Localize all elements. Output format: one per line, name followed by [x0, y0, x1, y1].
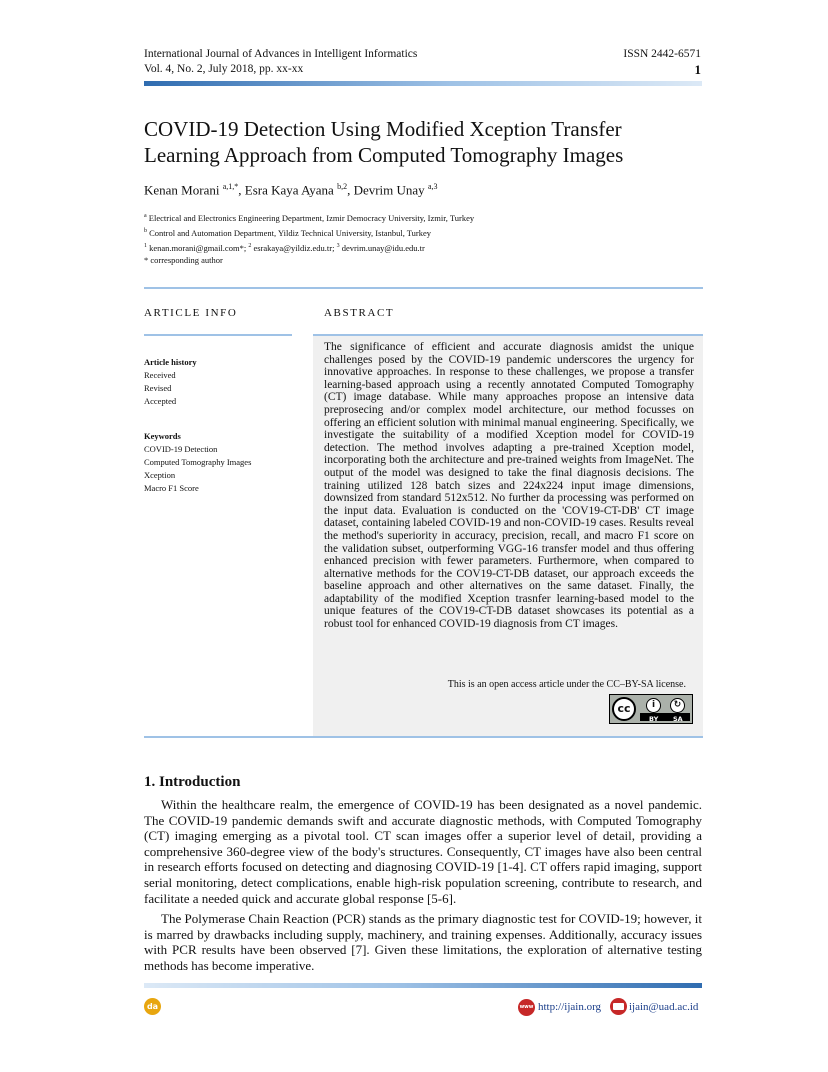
- affiliation-mark: a: [144, 213, 147, 219]
- abstract-text: The significance of efficient and accurate diagnosis amidst the unique challenges posed by the COVID-19 pandemic underscores the urgency for innovative approaches. In response to these challenges, we propose a transfer learning-based approach using a recently annotated Computed Tomography (CT) image database. While many approaches propose an intensive data preprosecing and/or complex model architecture, our method focusses on offering an efficient solution with minimal manual engineering. Specifically, we investigate the suitability of a modified Xception model for COVID-19 detection. The method involves adapting a pre-trained Xception model, incorporating both the architecture and pre-trained weights from ImageNet. The output of the model was designed to take the final diagnosis decisions. The training utilized 128 batch sizes and 224x224 input image dimensions, downsized from standard 512x512. No further da processing was performed on the input data. Evaluation is conducted on the 'COV19-CT-DB' CT image dataset, containing labeled COVID-19 and non-COVID-19 cases. Results reveal the method's superiority in accuracy, precision, recall, and macro F1 score on the validation subset, outperforming VGG-16 transfer model and thus offering enhanced precision with fewer parameters. Furthermore, when compared to alternative methods for the COV19-CT-DB dataset, our approach exceeds the baseline approach and other alternatives on the same dataset. Finally, the adaptability of the modified Xception trasnfer learning-based model to the unique features of the COV19-CT-DB dataset showcases its potential as a robust tool for enhanced COVID-19 diagnosis from CT images.: [324, 341, 694, 631]
- affiliation-mark: b: [144, 227, 147, 234]
- page-number: 1: [694, 62, 701, 77]
- email-link[interactable]: esrakaya@yildiz.edu.tr;: [253, 242, 335, 253]
- creative-commons-icon: cc: [612, 697, 636, 721]
- email-mark: 1: [144, 242, 147, 249]
- email-link[interactable]: devrim.unay@idu.edu.tr: [341, 242, 425, 253]
- keyword: Macro F1 Score: [144, 483, 199, 493]
- affiliation-a: [144, 210, 474, 225]
- publisher-logo-icon: da: [144, 998, 161, 1015]
- author-emails: [144, 240, 474, 255]
- title-line-1: COVID-19 Detection Using Modified Xception Transfer: [144, 117, 622, 141]
- license-note: This is an open access article under the CC–BY-SA license.: [447, 679, 686, 690]
- affiliation-text: Control and Automation Department, Yildiz Technical University, Istanbul, Turkey: [149, 227, 432, 238]
- history-received: Received: [144, 370, 176, 380]
- keywords-label: Keywords: [144, 431, 181, 441]
- keyword: COVID-19 Detection: [144, 444, 218, 454]
- affiliation-text: Electrical and Electronics Engineering Department, Izmir Democracy University, Izmir, Turkey: [148, 212, 475, 223]
- author-name: Kenan Morani: [144, 182, 220, 198]
- footer-divider: [144, 983, 702, 988]
- author-superscript: a,1,*: [222, 182, 239, 191]
- affiliations: [144, 210, 474, 267]
- paragraph: The Polymerase Chain Reaction (PCR) stands as the primary diagnostic test for COVID-19; however, it is marred by drawbacks including supply, machinery, and training expenses. Additionally, accuracy issues with PCR results have been observed [7]. Given these limitations, the exploration of alternative testing methods has become imperative.: [144, 911, 702, 973]
- section-heading-introduction: 1. Introduction: [144, 774, 241, 790]
- website-link[interactable]: http://ijain.org: [538, 1001, 602, 1013]
- volume-info: Vol. 4, No. 2, July 2018, pp. xx-xx: [144, 63, 304, 75]
- header-divider: [144, 81, 702, 86]
- share-alike-icon: ↻: [670, 698, 685, 713]
- article-history: [144, 356, 197, 408]
- affiliation-b: [144, 225, 474, 240]
- issn: ISSN 2442-6571: [623, 48, 701, 60]
- title-line-2: Learning Approach from Computed Tomography Images: [144, 143, 624, 167]
- keyword: Xception: [144, 470, 176, 480]
- attribution-icon: i: [646, 698, 661, 713]
- author-superscript: a,3: [427, 182, 438, 191]
- author-name: Devrim Unay: [353, 182, 425, 198]
- history-label: Article history: [144, 357, 197, 367]
- abstract-heading: ABSTRACT: [324, 307, 395, 319]
- paragraph: Within the healthcare realm, the emergence of COVID-19 has been designated as a novel pandemic. The COVID-19 pandemic demands swift and accurate diagnostic methods, with Computed Tomography (CT) imaging emerging as a pivotal tool. CT scan images offer a superior level of detail, providing a comprehensive 360-degree view of the body's structures. Consequently, CT images have also been central in research efforts focused on detecting and diagnosing COVID-19 [1-4]. CT offers rapid imaging, support serial monitoring, detect complications, enable high-risk population screening, contribute to research, and facilitate a needed quick and accurate global response [5-6].: [144, 797, 702, 906]
- email-mark: 2: [248, 242, 252, 249]
- globe-icon: www: [518, 999, 535, 1016]
- article-info-heading: ARTICLE INFO: [144, 307, 238, 319]
- mail-icon: [610, 998, 627, 1015]
- header-right: [623, 47, 701, 77]
- email-link[interactable]: kenan.morani@gmail.com*;: [149, 242, 247, 253]
- email-mark: 3: [336, 242, 340, 249]
- keyword: Computed Tomography Images: [144, 457, 252, 467]
- author-superscript: b,2: [337, 182, 348, 191]
- author-list: Kenan Morani $^{a,1,*}$, Esra Kaya Ayana $^{b,2}$, Devrim Unay $^{a,3}$: [144, 182, 438, 198]
- badge-by-label: BY: [649, 715, 659, 723]
- info-rule: [144, 334, 292, 336]
- cc-by-sa-badge[interactable]: [609, 694, 693, 724]
- keywords: [144, 430, 251, 495]
- paper-title: [144, 116, 704, 168]
- info-bottom-rule: [144, 736, 703, 738]
- info-top-rule: [144, 287, 703, 289]
- corresponding-note: * corresponding author: [144, 255, 223, 266]
- journal-name: International Journal of Advances in Intelligent Informatics: [144, 48, 418, 60]
- history-accepted: Accepted: [144, 396, 177, 406]
- history-revised: Revised: [144, 383, 172, 393]
- badge-sa-label: SA: [673, 715, 683, 723]
- email-link[interactable]: ijain@uad.ac.id: [629, 1001, 699, 1013]
- running-header: [144, 47, 417, 77]
- author-name: Esra Kaya Ayana: [244, 182, 334, 198]
